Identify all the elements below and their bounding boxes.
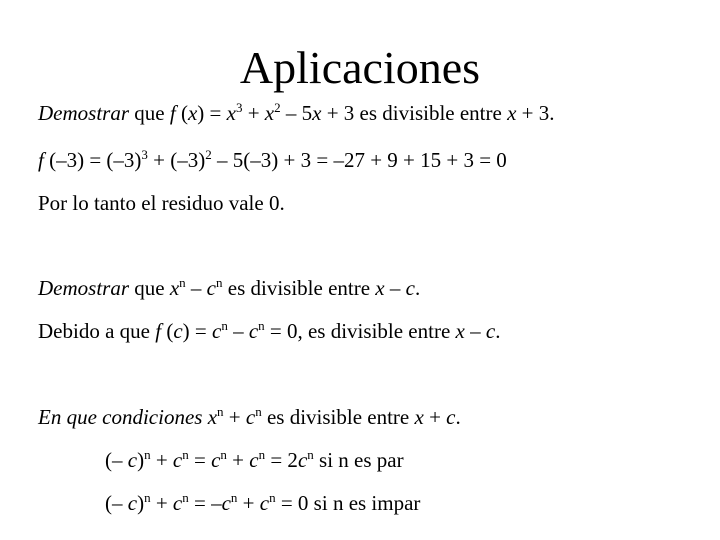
example-2-statement: Demostrar que $x^n - c^n$ es divisible entre x – c. (38, 275, 421, 300)
example-3-odd-case: (– $c)^n + c^n = -c^n + c^n = 0$ si n es impar (105, 490, 421, 515)
example-1-evaluation: f $(-3) = (-3)^3 + (-3)^2 - 5(-3) + 3 = -27 + 9 + 15 + 3 = 0$ (38, 147, 507, 172)
example-3-even-case: (– $c)^n + c^n = c^n + c^n = 2c^n$ si n es par (105, 447, 404, 472)
example-2-reason: Debido a que f $(c) = c^n - c^n = 0$, es divisible entre x – c. (38, 318, 501, 343)
example-3-question: En que condiciones $x^n + c^n$ es divisible entre x + c. (38, 404, 461, 429)
slide-title: Aplicaciones (239, 42, 481, 93)
example-1-statement: Demostrar que f $(x) = x^3 + x^2 - 5x + 3$ es divisible entre x + 3. (38, 100, 555, 125)
example-1-conclusion: Por lo tanto el residuo vale 0. (38, 191, 285, 215)
